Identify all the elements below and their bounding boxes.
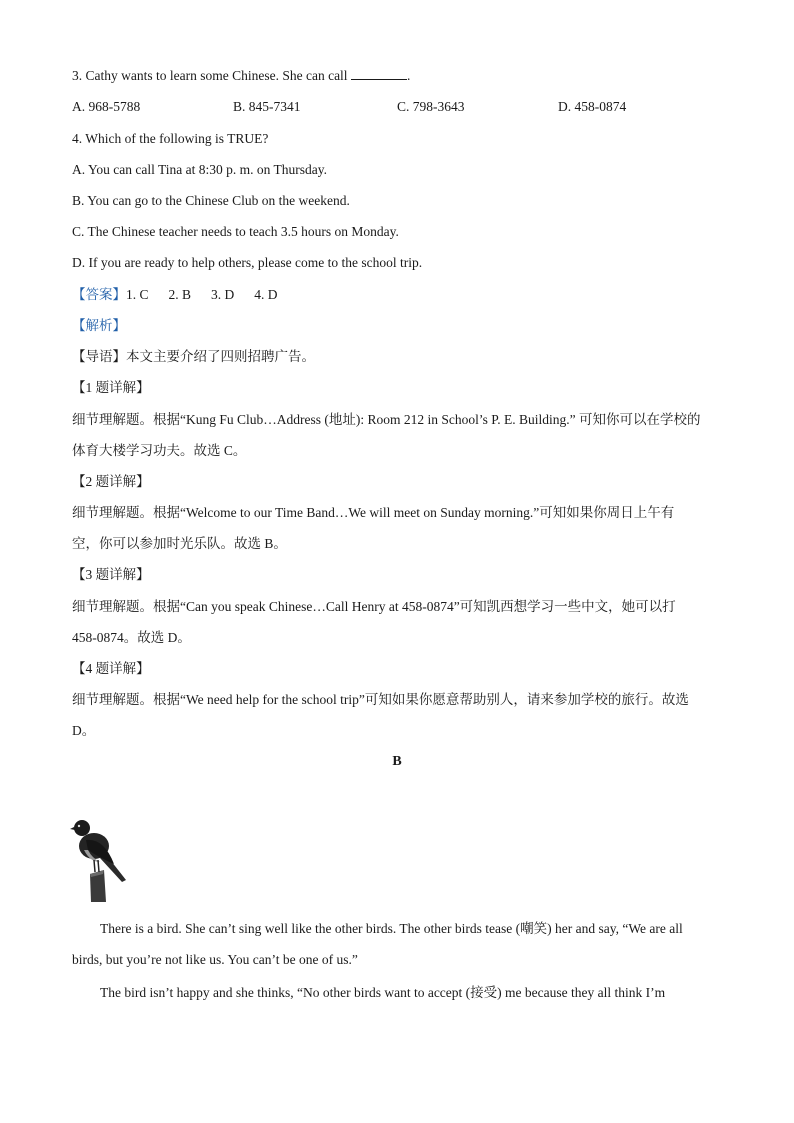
q3-option-c: C. 798-3643 (397, 99, 465, 114)
guide-text: 本文主要介绍了四则招聘广告。 (126, 349, 315, 364)
q3-option-b: B. 845-7341 (233, 99, 301, 114)
question-3-prompt-end: . (406, 68, 411, 83)
detail-3-line-2: 458-0874。故选 D。 (72, 630, 191, 645)
guide-row (72, 347, 315, 367)
detail-4-line-2: D。 (72, 723, 96, 738)
question-3 (72, 66, 410, 86)
question-4-prompt: 4. Which of the following is TRUE? (72, 131, 269, 146)
guide-label: 【导语】 (72, 349, 126, 364)
answer-label: 【答案】 (72, 287, 126, 302)
detail-4-label: 【4 题详解】 (72, 661, 150, 676)
q4-option-d: D. If you are ready to help others, please come to the school trip. (72, 255, 423, 270)
q3-option-d: D. 458-0874 (558, 99, 627, 114)
passage-b-para-1-line-2: birds, but you’re not like us. You can’t be one of us.” (72, 952, 358, 967)
detail-2-line-1: 细节理解题。根据“Welcome to our Time Band…We will meet on Sunday morning.”可知如果你周日上午有 (72, 505, 675, 520)
answer-row (72, 285, 298, 305)
question-3-prompt: 3. Cathy wants to learn some Chinese. She can call (72, 68, 351, 83)
analysis-label: 【解析】 (72, 318, 126, 333)
detail-1-line-1: 细节理解题。根据“Kung Fu Club…Address (地址): Room 212 in School’s P. E. Building.” 可知你可以在学校的 (72, 412, 701, 427)
answer-blank (351, 67, 407, 80)
detail-4-line-1: 细节理解题。根据“We need help for the school trip”可知如果你愿意帮助别人，请来参加学校的旅行。故选 (72, 692, 689, 707)
answer-item-2: 2. B (168, 287, 192, 302)
bird-illustration (70, 814, 128, 902)
q4-option-b: B. You can go to the Chinese Club on the weekend. (72, 193, 350, 208)
passage-b-para-1-line-1: There is a bird. She can’t sing well like the other birds. The other birds tease (嘲笑) her and say, “We are all (100, 921, 683, 936)
q4-option-a: A. You can call Tina at 8:30 p. m. on Thursday. (72, 162, 327, 177)
detail-3-label: 【3 题详解】 (72, 567, 150, 582)
detail-1-label: 【1 题详解】 (72, 380, 150, 395)
detail-2-line-2: 空，你可以参加时光乐队。故选 B。 (72, 536, 287, 551)
answer-item-1: 1. C (126, 287, 149, 302)
detail-1-line-2: 体育大楼学习功夫。故选 C。 (72, 443, 247, 458)
q4-option-c: C. The Chinese teacher needs to teach 3.5 hours on Monday. (72, 224, 399, 239)
passage-b-para-2-line-1: The bird isn’t happy and she thinks, “No other birds want to accept (接受) me because they all think I’m (100, 985, 666, 1000)
section-b-heading: B (392, 754, 402, 769)
answer-item-4: 4. D (254, 287, 278, 302)
q3-option-a: A. 968-5788 (72, 99, 141, 114)
answer-item-3: 3. D (211, 287, 235, 302)
detail-3-line-1: 细节理解题。根据“Can you speak Chinese…Call Henry at 458-0874”可知凯西想学习一些中文，她可以打 (72, 599, 676, 614)
detail-2-label: 【2 题详解】 (72, 474, 150, 489)
